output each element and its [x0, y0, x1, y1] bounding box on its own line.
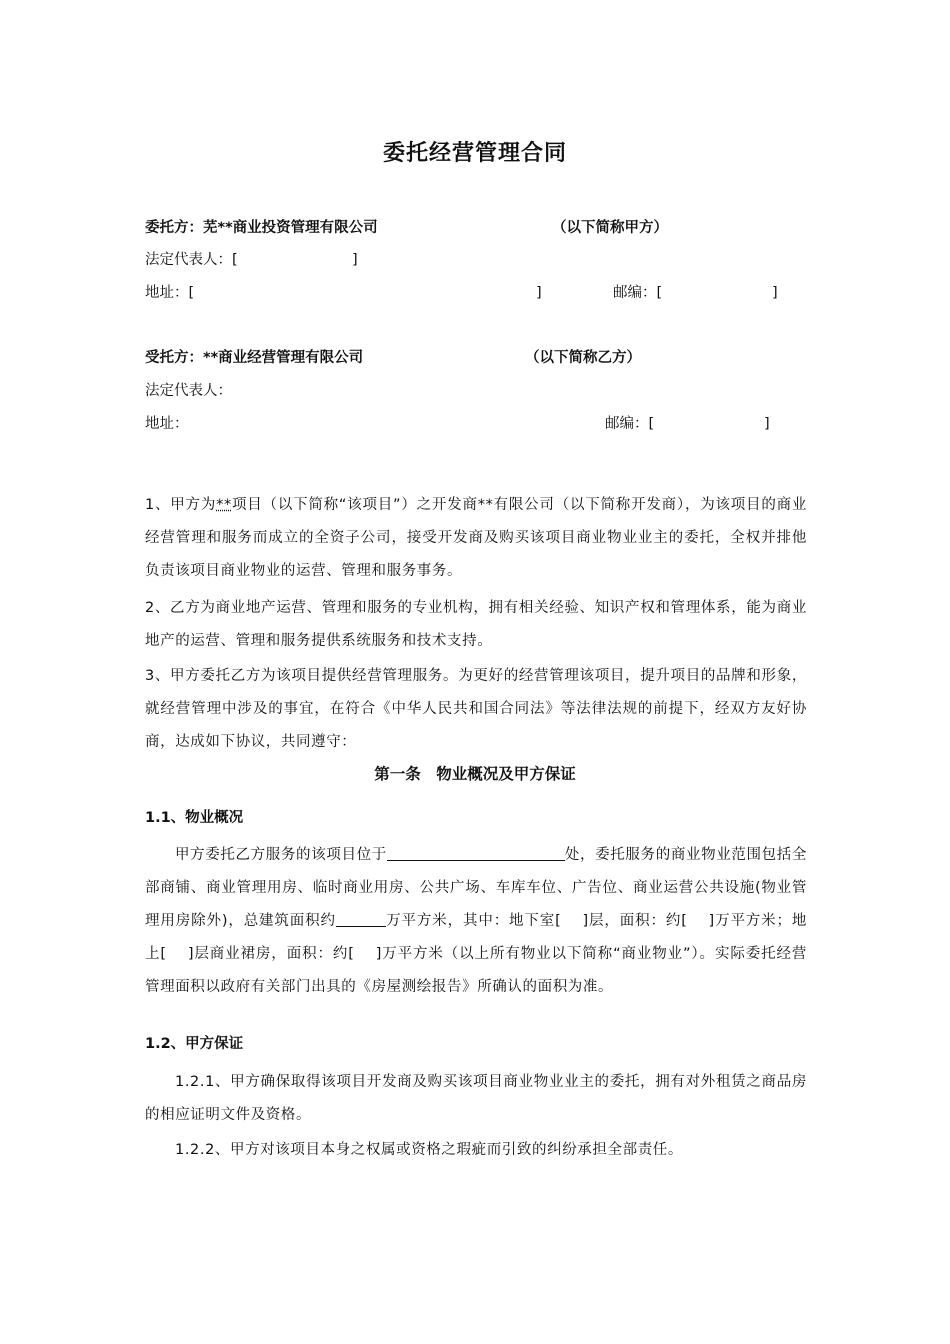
section-1-2-2-paragraph: 1.2.2、甲方对该项目本身之权属或资格之瑕疵而引致的纠纷承担全部责任。	[175, 1142, 683, 1158]
section-1-1-heading: 1.1、物业概况	[145, 810, 244, 826]
party-a-address-close: ]	[536, 285, 542, 301]
party-b-postcode-close: ]	[764, 416, 770, 432]
location-blank	[387, 844, 565, 861]
section-1-1-text-a: 甲方委托乙方服务的该项目位于	[175, 847, 387, 863]
recital-1-rest: 项目（以下简称“该项目”）之开发商**有限公司（以下简称开发商），为该项目的商业经营管理和服务而成立的全资子公司，接受开发商及购买该项目商业物业业主的委托，全权并排他负责该项目商业物业的运营、管理和服务事务。	[145, 497, 807, 579]
section-1-1-paragraph	[145, 839, 807, 1004]
section-1-2-heading: 1.2、甲方保证	[145, 1036, 244, 1052]
party-b-label: 受托方：**商业经营管理有限公司	[145, 350, 364, 366]
recital-1-marked: **	[216, 497, 232, 513]
party-b-address: 地址：	[145, 416, 189, 432]
recital-2: 2、乙方为商业地产运营、管理和服务的专业机构，拥有相关经验、知识产权和管理体系，能为商业地产的运营、管理和服务提供系统服务和技术支持。	[145, 600, 807, 649]
party-b-legal-rep: 法定代表人：	[145, 383, 232, 399]
party-a-postcode-close: ]	[772, 285, 778, 301]
party-a-alias: （以下简称甲方）	[552, 220, 668, 236]
area-blank	[336, 910, 386, 927]
article-1-heading: 第一条 物业概况及甲方保证	[374, 765, 576, 783]
party-b-alias: （以下简称乙方）	[525, 350, 641, 366]
section-1-2-1-paragraph: 1.2.1、甲方确保取得该项目开发商及购买该项目商业物业业主的委托，拥有对外租赁之商品房的相应证明文件及资格。	[145, 1074, 807, 1123]
section-1-1-text-b: 处，委托服务的商业物业范围包括全部商铺、商业管理用房、临时商业用房、公共广场、车库车位、广告位、商业运营公共设施(物业管理用房除外)，总建筑面积约	[145, 847, 807, 929]
section-1-1-text-c: 万平方米，其中：地下室[ ]层，面积：约[ ]万平方米；地上[ ]层商业裙房，面积：约[ ]万平方米（以上所有物业以下简称“商业物业”）。实际委托经营管理面积以政府有关部门出具的《房屋测绘报告》所确认的面积为准。	[145, 913, 807, 995]
recital-1	[145, 489, 807, 588]
party-b-postcode: 邮编：[	[605, 416, 655, 432]
party-a-legal-rep-close: ]	[352, 252, 358, 268]
party-a-label: 委托方：芜**商业投资管理有限公司	[145, 220, 378, 236]
document-title: 委托经营管理合同	[382, 141, 567, 166]
recital-1-prefix: 1、甲方为	[145, 497, 217, 513]
party-a-address: 地址：[	[145, 285, 195, 301]
party-a-postcode: 邮编：[	[613, 285, 663, 301]
recital-3: 3、甲方委托乙方为该项目提供经营管理服务。为更好的经营管理该项目，提升项目的品牌和形象，就经营管理中涉及的事宜，在符合《中华人民共和国合同法》等法律法规的前提下，经双方友好协商，达成如下协议，共同遵守：	[145, 668, 807, 750]
party-a-legal-rep: 法定代表人：[	[145, 252, 238, 268]
